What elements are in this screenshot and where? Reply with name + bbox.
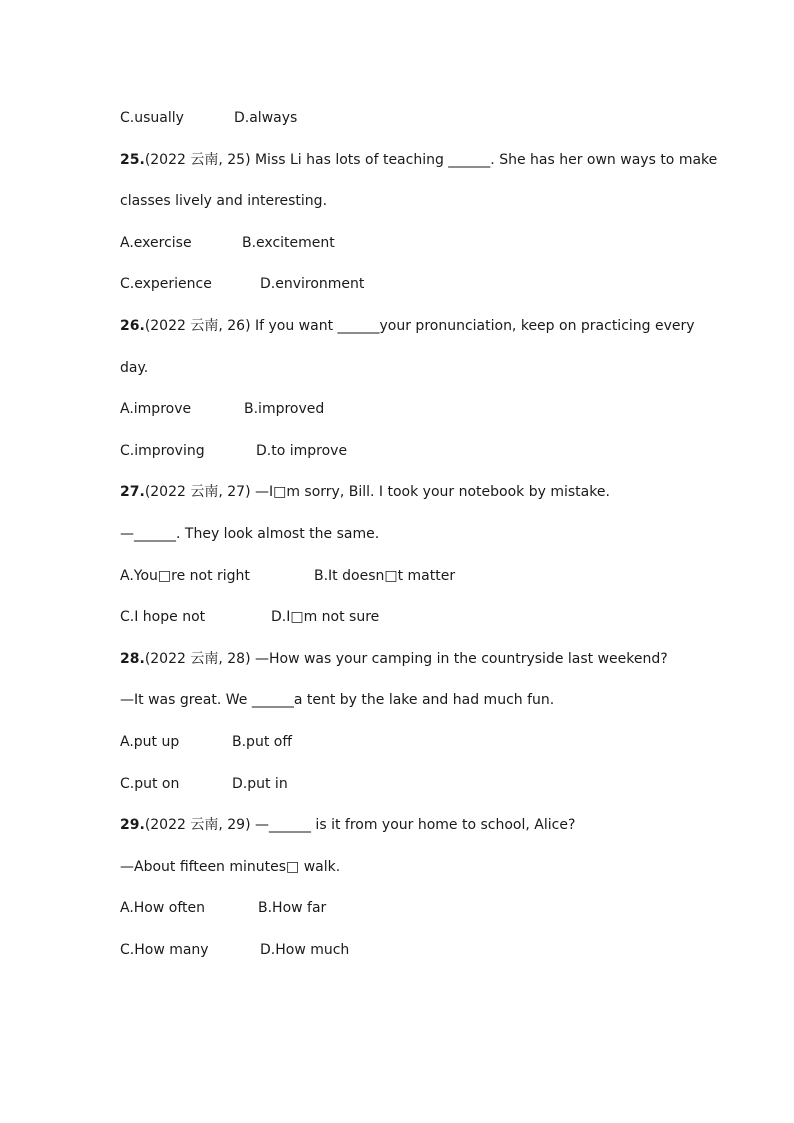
option-b: B.improved (244, 401, 325, 417)
question-number: 27. (120, 484, 145, 500)
question-text: (2022 云南, 26) If you want ______your pronunciation, keep on practicing every (144, 318, 695, 334)
options-row (120, 234, 680, 252)
options-row (120, 400, 680, 418)
question-text: (2022 云南, 27) —I□m sorry, Bill. I took your notebook by mistake. (144, 484, 610, 500)
question-28 (120, 650, 668, 668)
option-d: D.to improve (256, 443, 348, 459)
option-d: D.put in (232, 776, 288, 792)
options-row (120, 941, 680, 959)
options-row (120, 275, 680, 293)
options-row (120, 899, 680, 917)
question-27-continued: —______. They look almost the same. (120, 526, 380, 542)
option-b: B.put off (232, 734, 292, 750)
option-a: A.exercise (120, 235, 192, 251)
options-row (120, 733, 680, 751)
option-a: A.How often (120, 900, 205, 916)
question-number: 28. (120, 651, 145, 667)
options-row (120, 775, 680, 793)
option-d: D.I□m not sure (271, 609, 380, 625)
options-row (120, 442, 680, 460)
option-c: C.How many (120, 942, 209, 958)
options-row (120, 567, 680, 585)
option-a: A.put up (120, 734, 180, 750)
question-25-continued: classes lively and interesting. (120, 193, 328, 209)
question-text: (2022 云南, 29) —______ is it from your home to school, Alice? (144, 817, 576, 833)
option-b: B.It doesn□t matter (314, 568, 456, 584)
option-c: C.improving (120, 443, 205, 459)
question-25 (120, 151, 717, 169)
option-c: C.usually (120, 110, 184, 126)
question-number: 25. (120, 152, 145, 168)
question-29 (120, 816, 575, 834)
option-d: D.How much (260, 942, 350, 958)
question-27 (120, 483, 610, 501)
question-number: 29. (120, 817, 145, 833)
options-row (120, 109, 680, 127)
option-a: A.You□re not right (120, 568, 250, 584)
option-d: D.environment (260, 276, 365, 292)
question-29-continued: —About fifteen minutes□ walk. (120, 859, 341, 875)
question-text: (2022 云南, 25) Miss Li has lots of teaching ______. She has her own ways to make (144, 152, 718, 168)
option-c: C.experience (120, 276, 212, 292)
question-26-continued: day. (120, 360, 149, 376)
option-d: D.always (234, 110, 298, 126)
option-b: B.excitement (242, 235, 335, 251)
question-28-continued: —It was great. We ______a tent by the lake and had much fun. (120, 692, 555, 708)
option-a: A.improve (120, 401, 192, 417)
question-number: 26. (120, 318, 145, 334)
options-row (120, 608, 680, 626)
option-b: B.How far (258, 900, 327, 916)
option-c: C.put on (120, 776, 180, 792)
question-text: (2022 云南, 28) —How was your camping in the countryside last weekend? (144, 651, 668, 667)
question-26 (120, 317, 695, 335)
option-c: C.I hope not (120, 609, 206, 625)
